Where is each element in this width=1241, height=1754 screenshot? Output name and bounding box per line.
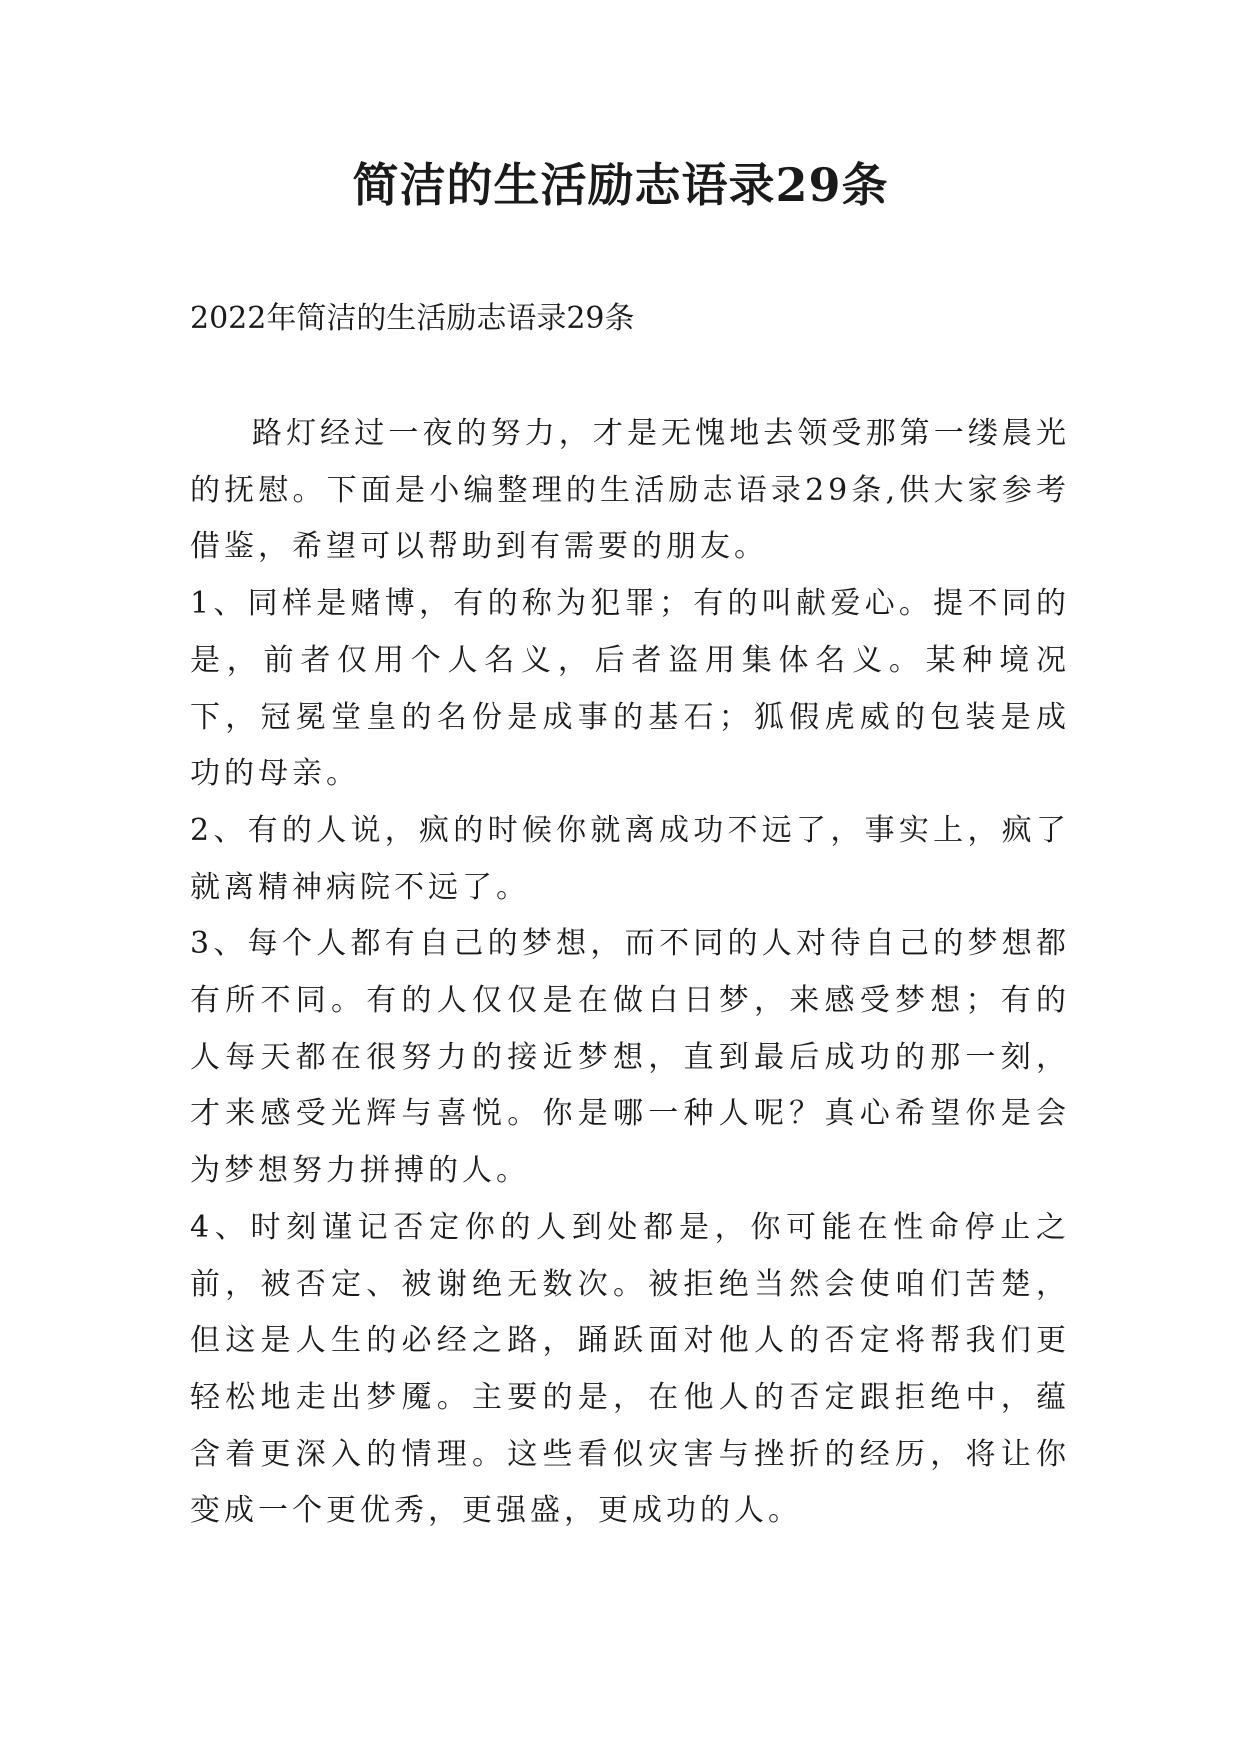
document-title: 简洁的生活励志语录29条: [352, 158, 889, 212]
intro-paragraph: 路灯经过一夜的努力，才是无愧地去领受那第一缕晨光的抚慰。下面是小编整理的生活励志语录29条,供大家参考借鉴，希望可以帮助到有需要的朋友。: [190, 416, 1070, 565]
document-subtitle: 2022年简洁的生活励志语录29条: [190, 301, 635, 336]
quote-item-4: 4、时刻谨记否定你的人到处都是，你可能在性命停止之前，被否定、被谢绝无数次。被拒绝当然会使咱们苦楚，但这是人生的必经之路，踊跃面对他人的否定将帮我们更轻松地走出梦魇。主要的是，在他人的否定跟拒绝中，蕴含着更深入的情理。这些看似灾害与挫折的经历，将让你变成一个更优秀，更强盛，更成功的人。: [190, 1209, 1070, 1529]
quote-item-3: 3、每个人都有自己的梦想，而不同的人对待自己的梦想都有所不同。有的人仅仅是在做白日梦，来感受梦想；有的人每天都在很努力的接近梦想，直到最后成功的那一刻，才来感受光辉与喜悦。你是哪一种人呢？真心希望你是会为梦想努力拼搏的人。: [190, 926, 1070, 1189]
quote-item-2: 2、有的人说，疯的时候你就离成功不远了，事实上，疯了就离精神病院不远了。: [190, 812, 1070, 905]
document-body: [190, 406, 1070, 1540]
quote-item-1: 1、同样是赌博，有的称为犯罪；有的叫献爱心。提不同的是，前者仅用个人名义，后者盗用集体名义。某种境况下，冠冕堂皇的名份是成事的基石；狐假虎威的包装是成功的母亲。: [190, 586, 1070, 792]
